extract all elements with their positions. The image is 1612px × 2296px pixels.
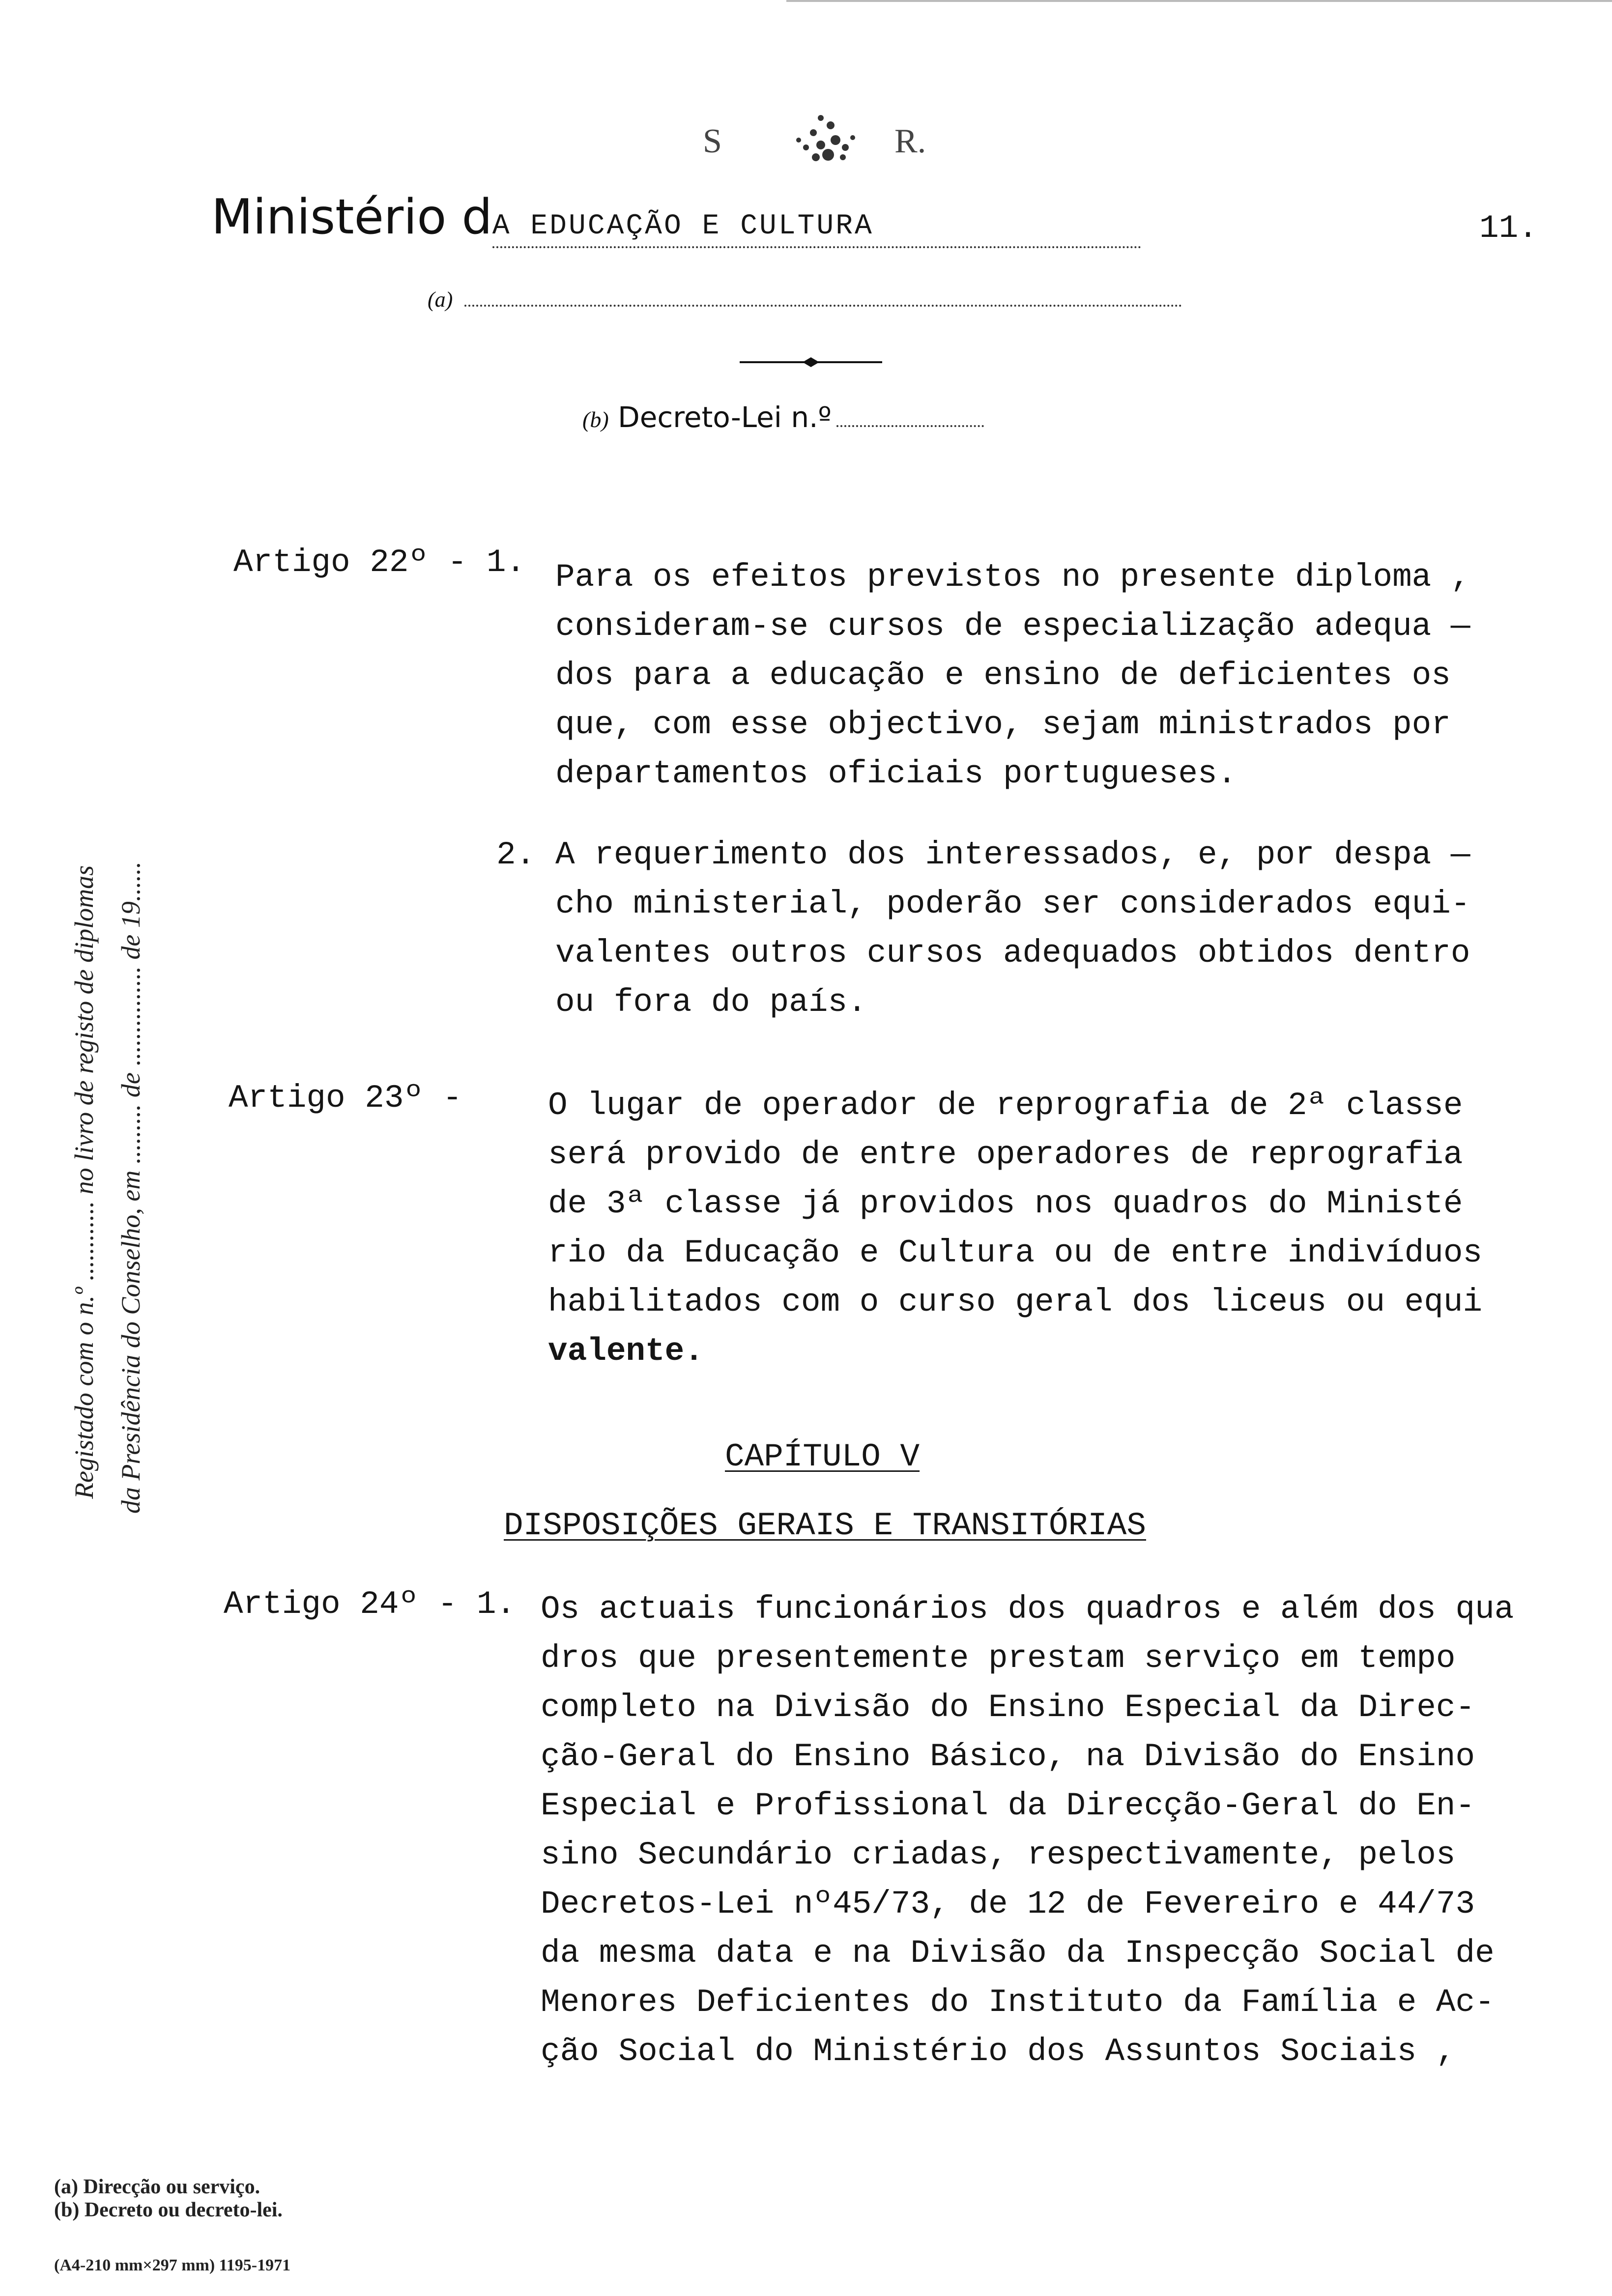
text-line: rio da Educação e Cultura ou de entre indivíduos — [548, 1234, 1483, 1271]
chapter-title: CAPÍTULO V — [725, 1438, 920, 1475]
text-line: Menores Deficientes do Instituto da Família e Ac- — [541, 1984, 1495, 2021]
svg-text:S: S — [703, 122, 722, 160]
text-line: valentes outros cursos adequados obtidos dentro — [555, 935, 1470, 972]
decree-marker: (b) — [582, 407, 609, 432]
decree-number-fill — [836, 405, 984, 427]
chapter-subtitle: DISPOSIÇÕES GERAIS E TRANSITÓRIAS — [504, 1507, 1147, 1544]
svg-text:R.: R. — [894, 122, 926, 160]
text-line: dros que presentemente prestam serviço em tempo — [541, 1640, 1456, 1677]
footnote-b: (b) Decreto ou decreto-lei. — [54, 2199, 283, 2221]
line-a-marker: (a) — [428, 287, 453, 312]
text-line: departamentos oficiais portugueses. — [555, 755, 1237, 792]
sidebar-registration-line2: da Presidência do Conselho, em ......... de ............... de 19...... — [116, 861, 145, 1514]
article-24-label: Artigo 24º - 1. — [224, 1586, 516, 1623]
text-line: ou fora do país. — [555, 984, 867, 1021]
text-line: Para os efeitos previstos no presente diploma , — [555, 559, 1470, 596]
text-line: Decretos-Lei nº45/73, de 12 de Fevereiro e 44/73 — [541, 1886, 1475, 1923]
text-line: ção-Geral do Ensino Básico, na Divisão do Ensino — [541, 1738, 1475, 1775]
text-line: da mesma data e na Divisão da Inspecção Social de — [541, 1935, 1495, 1972]
coat-of-arms — [698, 98, 973, 172]
text-line: sino Secundário criadas, respectivamente, pelos — [541, 1837, 1456, 1873]
text-line: será provido de entre operadores de reprografia — [548, 1136, 1463, 1173]
article-23-label: Artigo 23º - — [229, 1080, 462, 1117]
text-line: habilitados com o curso geral dos liceus ou equi — [548, 1284, 1483, 1320]
text-line: dos para a educação e ensino de deficientes os — [555, 657, 1451, 694]
article-22-para-1 — [555, 553, 1470, 799]
top-rule — [786, 0, 1612, 2]
article-22-para-2 — [555, 831, 1470, 1027]
page-number: 11. — [1479, 210, 1538, 247]
ministry-name: A EDUCAÇÃO E CULTURA — [492, 207, 1141, 248]
coat-of-arms-icon — [698, 98, 973, 172]
decree-line — [582, 401, 984, 434]
text-line: consideram-se cursos de especialização adequa — — [555, 608, 1470, 645]
form-code: (A4-210 mm×297 mm) 1195-1971 — [54, 2256, 291, 2274]
article-22-para-2-number: 2. — [496, 836, 536, 873]
text-line: valente. — [548, 1333, 704, 1370]
text-line: Os actuais funcionários dos quadros e além dos qua — [541, 1591, 1514, 1628]
decree-label: Decreto-Lei n.º — [618, 401, 832, 434]
text-line: cho ministerial, poderão ser considerados equi- — [555, 886, 1470, 922]
text-line: Especial e Profissional da Direcção-Geral do En- — [541, 1787, 1475, 1824]
article-22-label: Artigo 22º - 1. — [233, 544, 526, 581]
line-a-fill — [464, 285, 1182, 307]
ministry-header — [211, 189, 1293, 248]
text-line: A requerimento dos interessados, e, por despa — — [555, 836, 1470, 873]
ornament-divider — [740, 356, 882, 368]
text-line: completo na Divisão do Ensino Especial da Direc- — [541, 1689, 1475, 1726]
line-a — [428, 285, 1182, 312]
text-line: O lugar de operador de reprografia de 2ª classe — [548, 1087, 1463, 1124]
text-line: ção Social do Ministério dos Assuntos Sociais , — [541, 2033, 1456, 2070]
article-23-para — [548, 1081, 1482, 1376]
footnote-a: (a) Direcção ou serviço. — [54, 2176, 260, 2198]
ministry-prefix: Ministério d — [211, 189, 492, 245]
article-24-para — [541, 1585, 1514, 2076]
text-line: de 3ª classe já providos nos quadros do Ministé — [548, 1185, 1463, 1222]
sidebar-registration-line1: Registado com o n.º ............ no livro de registo de diplomas — [69, 865, 99, 1499]
text-line: que, com esse objectivo, sejam ministrados por — [555, 706, 1451, 743]
